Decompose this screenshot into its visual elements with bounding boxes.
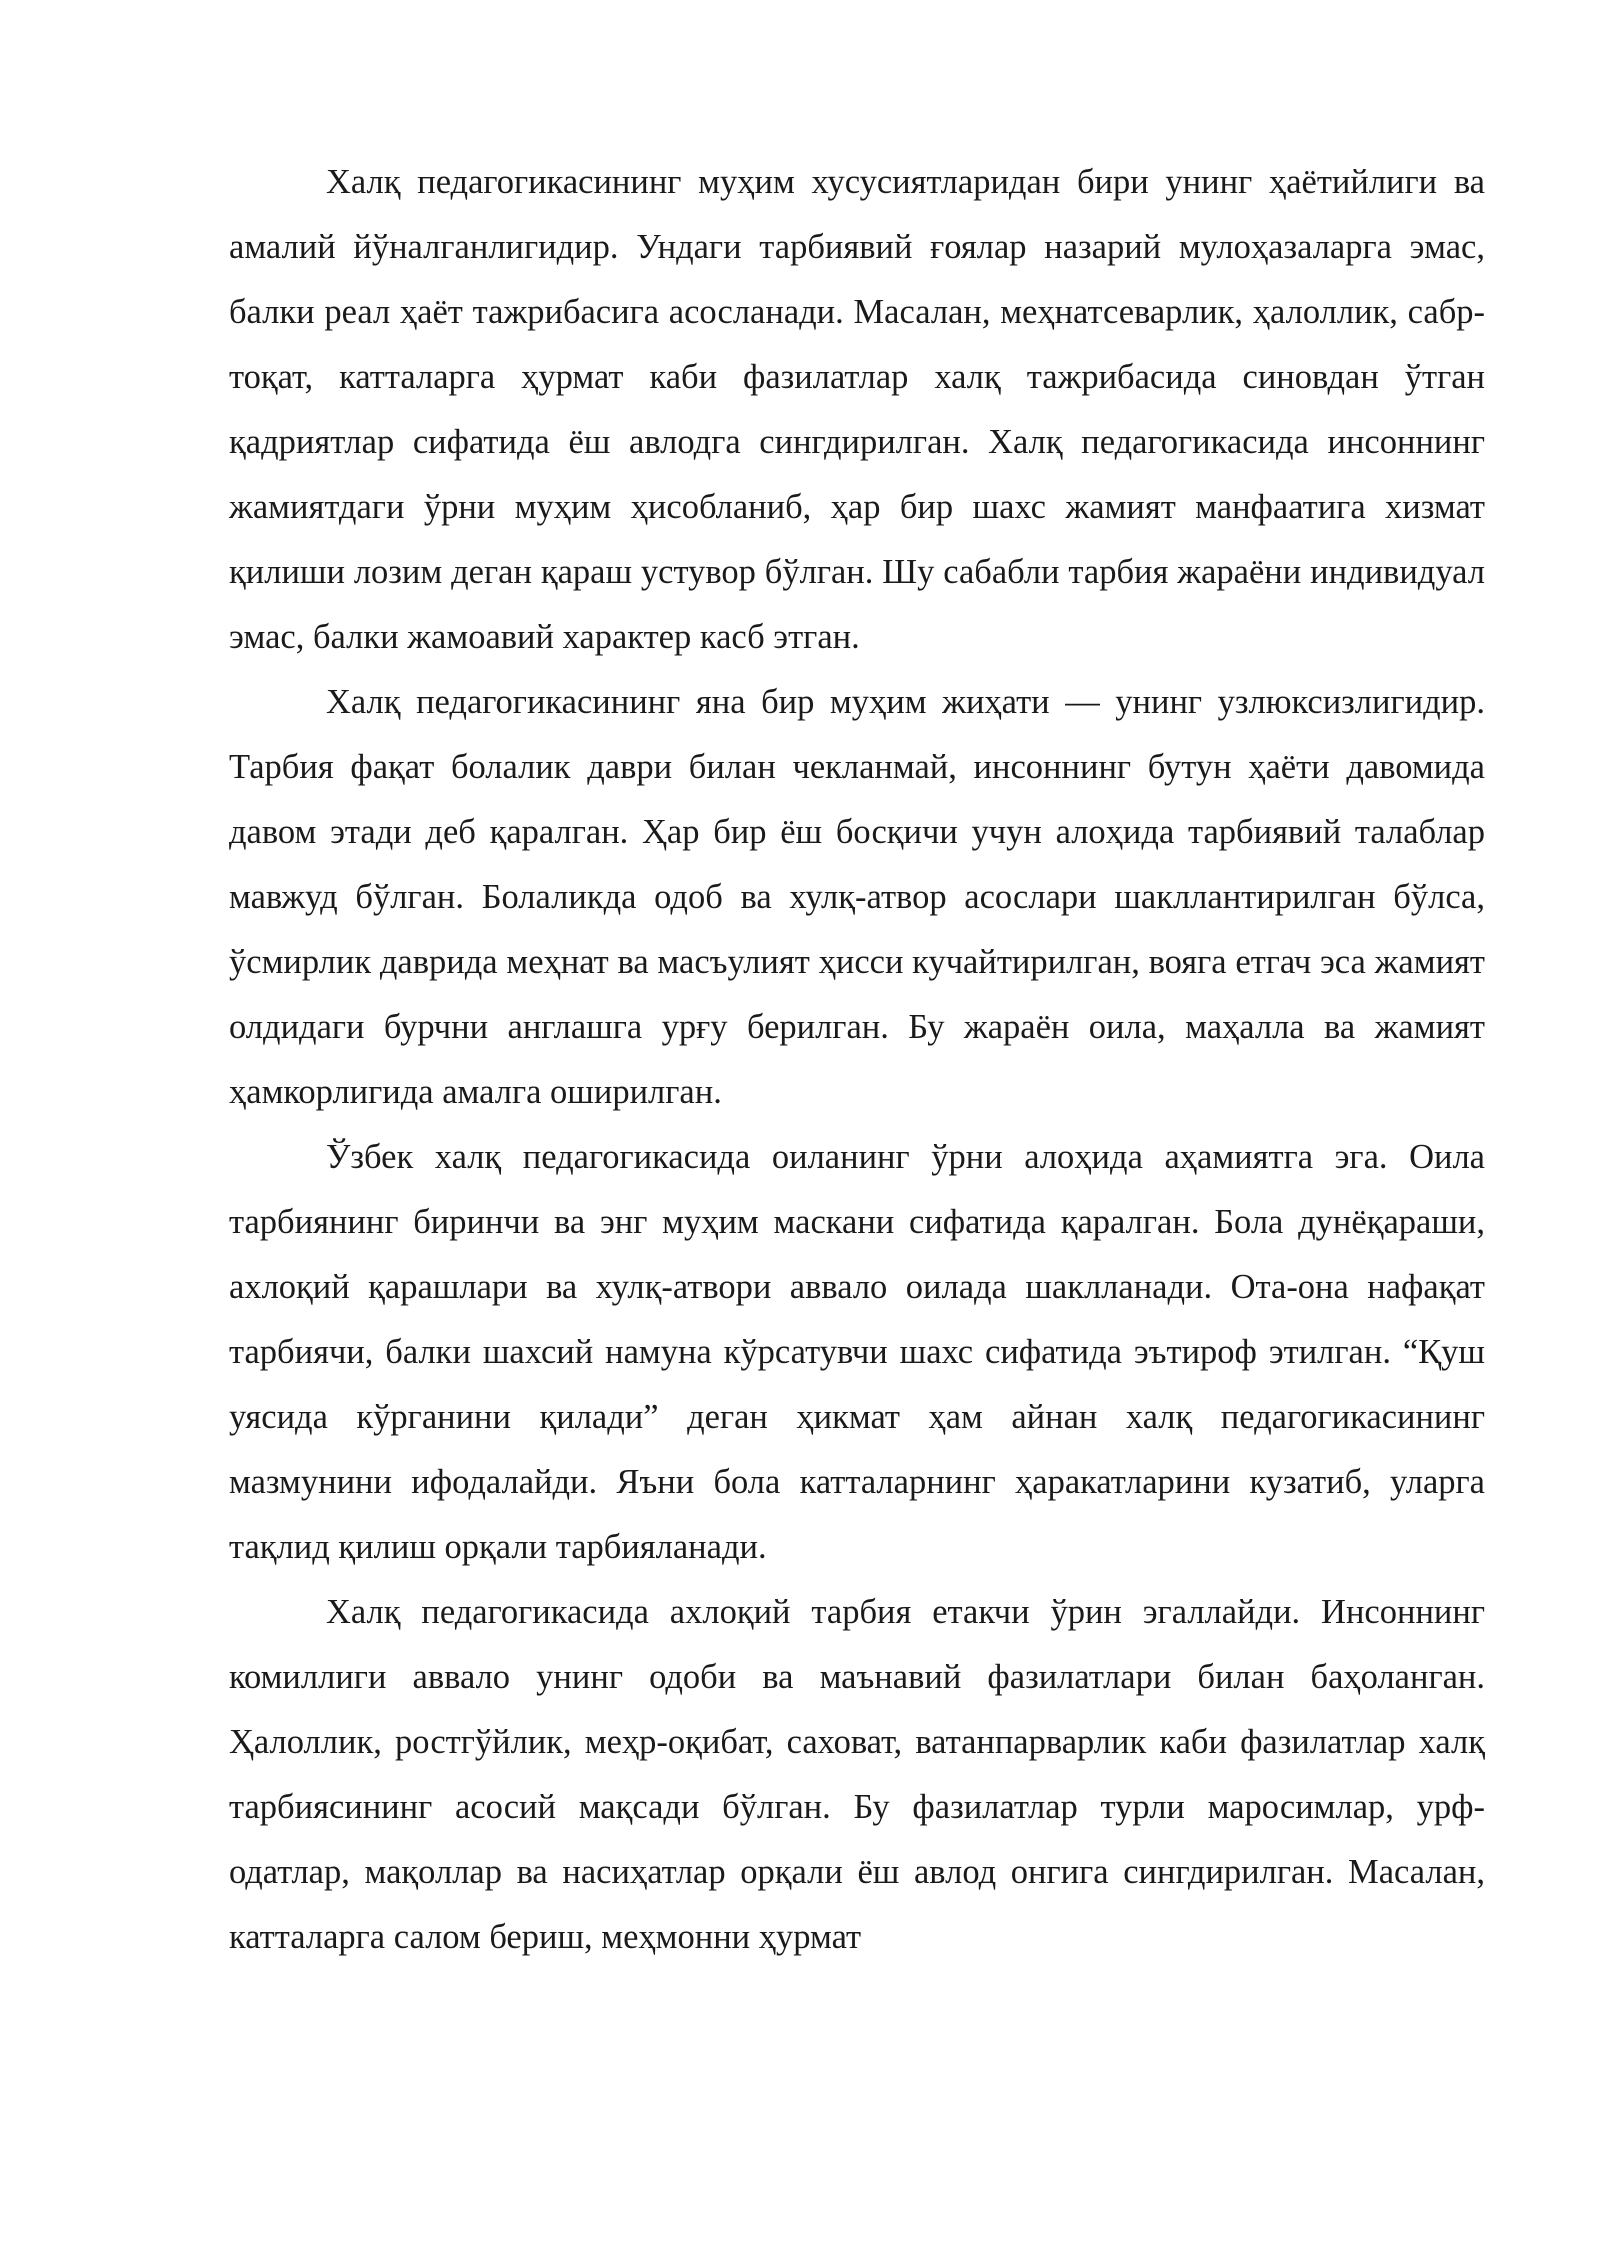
paragraph-3: Ўзбек халқ педагогикасида оиланинг ўрни алоҳида аҳамиятга эга. Оила тарбиянинг биринчи ва энг муҳим маскани сифатида қаралган. Бола дунёқараши, ахлоқий қарашлари ва хулқ-атвори аввало оилада шаклланади. Ота-она нафақат тарбиячи, балки шахсий намуна кўрсатувчи шахс сифатида эътироф этилган. “Қуш уясида кўрганини қилади” деган ҳикмат ҳам айнан халқ педагогикасининг мазмунини ифодалайди. Яъни бола катталарнинг ҳаракатларини кузатиб, уларга тақлид қилиш орқали тарбияланади. xyxy=(229,1138,1485,1566)
paragraph-4: Халқ педагогикасида ахлоқий тарбия етакчи ўрин эгаллайди. Инсоннинг комиллиги аввало унинг одоби ва маънавий фазилатлари билан баҳоланган. Ҳалоллик, ростгўйлик, меҳр-оқибат, саховат, ватанпарварлик каби фазилатлар халқ тарбиясининг асосий мақсади бўлган. Бу фазилатлар турли маросимлар, урф-одатлар, мақоллар ва насиҳатлар орқали ёш авлод онгига сингдирилган. Масалан, катталарга салом бериш, меҳмонни ҳурмат xyxy=(229,1593,1485,1956)
paragraph-1: Халқ педагогикасининг муҳим хусусиятларидан бири унинг ҳаётийлиги ва амалий йўналганлигидир. Ундаги тарбиявий ғоялар назарий мулоҳазаларга эмас, балки реал ҳаёт тажрибасига асосланади. Масалан, меҳнатсеварлик, ҳалоллик, сабр-тоқат, катталарга ҳурмат каби фазилатлар халқ тажрибасида синовдан ўтган қадриятлар сифатида ёш авлодга сингдирилган. Халқ педагогикасида инсоннинг жамиятдаги ўрни муҳим ҳисобланиб, ҳар бир шахс жамият манфаатига хизмат қилиши лозим деган қараш устувор бўлган. Шу сабабли тарбия жараёни индивидуал эмас, балки жамоавий характер касб этган. xyxy=(229,163,1485,656)
paragraph-2: Халқ педагогикасининг яна бир муҳим жиҳати — унинг узлюксизлигидир. Тарбия фақат болалик даври билан чекланмай, инсоннинг бутун ҳаёти давомида давом этади деб қаралган. Ҳар бир ёш босқичи учун алоҳида тарбиявий талаблар мавжуд бўлган. Болаликда одоб ва хулқ-атвор асослари шакллантирилган бўлса, ўсмирлик даврида меҳнат ва масъулият ҳисси кучайтирилган, вояга етгач эса жамият олдидаги бурчни англашга урғу берилган. Бу жараён оила, маҳалла ва жамият ҳамкорлигида амалга оширилган. xyxy=(229,683,1485,1111)
document-page xyxy=(229,150,1485,1970)
